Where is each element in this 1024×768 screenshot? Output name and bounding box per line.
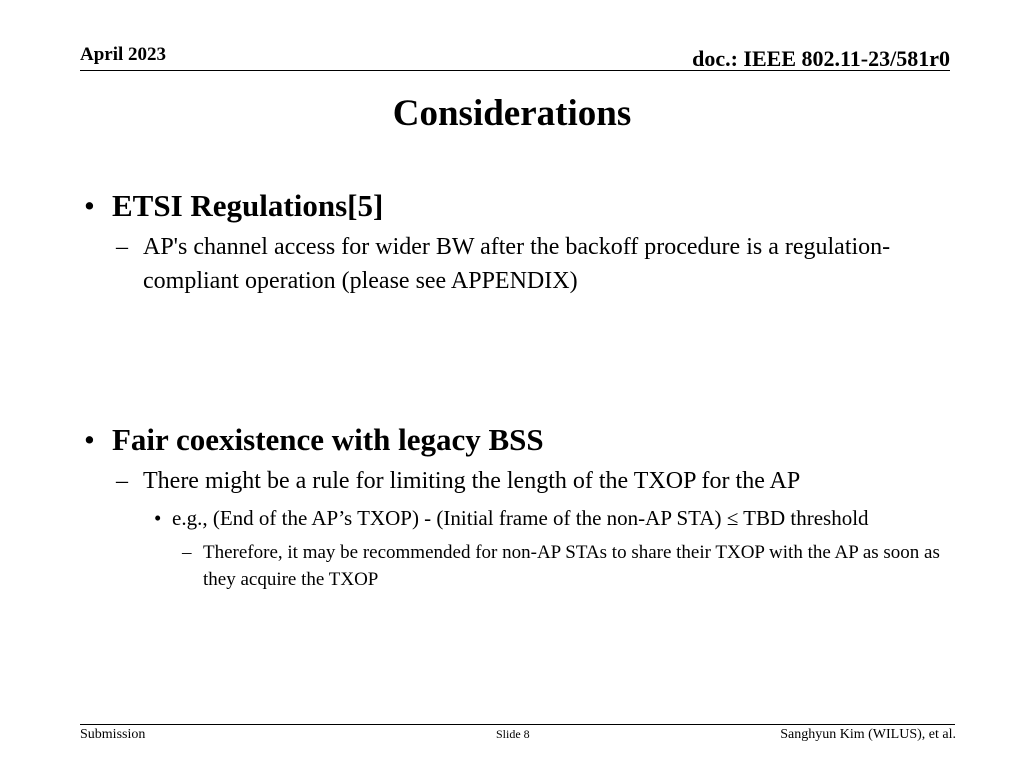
- footer-divider: [80, 724, 955, 725]
- slide-title: Considerations: [392, 93, 632, 134]
- bullet-etsi-regulations: [84, 186, 964, 226]
- spacer: [84, 298, 964, 420]
- subdetail-bullet-recommendation: [182, 539, 943, 593]
- bullet-marker: •: [154, 506, 162, 530]
- header-doc-id: doc.: IEEE 802.11-23/581r0: [692, 46, 950, 71]
- sub-bullet-text: There might be a rule for limiting the length of the TXOP for the AP: [143, 468, 801, 494]
- sub-bullet-channel-access: [116, 230, 964, 298]
- subdetail-bullet-text: Therefore, it may be recommended for non-AP STAs to share their TXOP with the AP as soon as they acquire the TXOP: [203, 542, 940, 590]
- footer-author: Sanghyun Kim (WILUS), et al.: [780, 727, 956, 742]
- dash-marker: –: [182, 542, 192, 563]
- dash-marker: –: [116, 468, 128, 494]
- header-divider: [80, 70, 950, 71]
- sub-bullet-text: AP's channel access for wider BW after the backoff procedure is a regulation-compliant operation (please see APPENDIX): [143, 234, 891, 294]
- dash-marker: –: [116, 234, 128, 260]
- sub-bullet-txop-rule: [116, 464, 964, 498]
- bullet-fair-coexistence: [84, 420, 964, 460]
- detail-bullet-example: [154, 504, 964, 533]
- header-date: April 2023: [80, 44, 167, 65]
- detail-bullet-text: e.g., (End of the AP’s TXOP) - (Initial frame of the non-AP STA) ≤ TBD threshold: [172, 506, 869, 530]
- bullet-marker: •: [84, 422, 95, 457]
- bullet-heading: ETSI Regulations[5]: [112, 188, 384, 223]
- bullet-marker: •: [84, 188, 95, 223]
- slide-body: [84, 186, 964, 593]
- footer-slide-number: Slide 8: [496, 727, 530, 741]
- bullet-heading: Fair coexistence with legacy BSS: [112, 422, 544, 457]
- footer-submission: Submission: [80, 727, 146, 742]
